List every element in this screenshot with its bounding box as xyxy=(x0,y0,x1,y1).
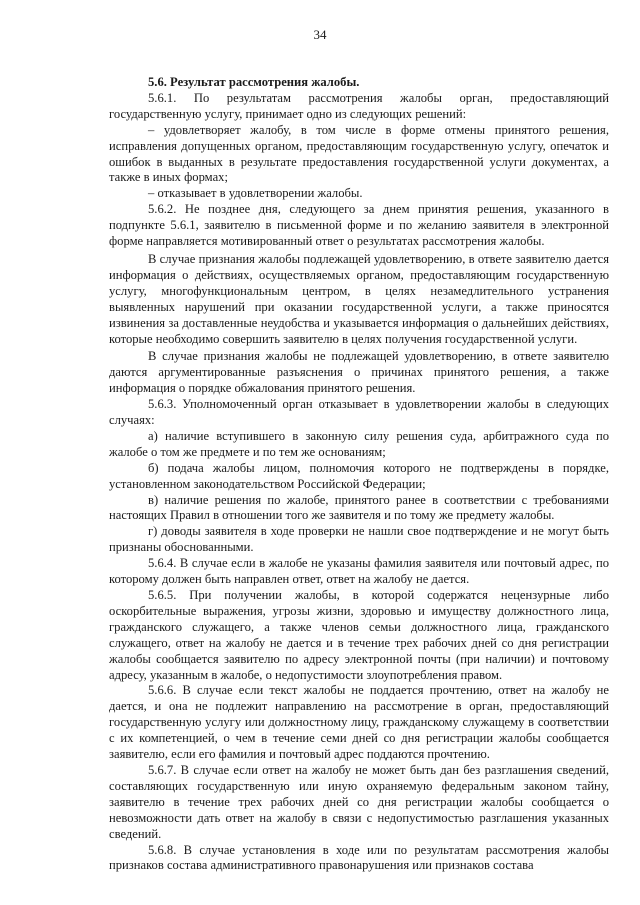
paragraph-5-6-3-a: а) наличие вступившего в законную силу решения суда, арбитражного суда по жалобе о том же предмете и по тем же основаниям; xyxy=(109,428,609,459)
section-heading: 5.6. Результат рассмотрения жалобы. xyxy=(148,75,360,89)
paragraph-5-6-7: 5.6.7. В случае если ответ на жалобу не может быть дан без разглашения сведений, составляющих государственную или иную охраняемую федеральным законом тайну, заявителю в течение трех рабочих дней со дня регистрации жалобы сообщается о невозможности дать ответ на жалобу в связи с недопустимостью разглашения указанных сведений. xyxy=(109,762,609,841)
paragraph-5-6-3-b: б) подача жалобы лицом, полномочия которого не подтверждены в порядке, установленном законодательством Российской Федерации; xyxy=(109,460,609,491)
paragraph-5-6-3-g: г) доводы заявителя в ходе проверки не нашли свое подтверждение и не могут быть признаны обоснованными. xyxy=(109,524,609,555)
paragraph-unsatisfied-case: В случае признания жалобы не подлежащей удовлетворению, в ответе заявителю даются аргументированные разъяснения о причинах принятого решения, а также информация о порядке обжалования принятого решения. xyxy=(109,349,609,396)
document-body xyxy=(109,75,609,874)
paragraph-5-6-4: 5.6.4. В случае если в жалобе не указаны фамилия заявителя или почтовый адрес, по которому должен быть направлен ответ, ответ на жалобу не дается. xyxy=(109,556,609,587)
paragraph-5-6-3: 5.6.3. Уполномоченный орган отказывает в удовлетворении жалобы в следующих случаях: xyxy=(109,397,609,428)
paragraph-satisfied-case: В случае признания жалобы подлежащей удовлетворению, в ответе заявителю дается информация о действиях, осуществляемых органом, предоставляющим государственную услугу, многофункциональным центром, в целях незамедлительного устранения выявленных нарушений при оказании государственной услуги, а также приносятся извинения за доставленные неудобства и указывается информация о дальнейших действиях, которые необходимо совершить заявителю в целях получения государственной услуги. xyxy=(109,251,609,346)
paragraph-5-6-1: 5.6.1. По результатам рассмотрения жалобы орган, предоставляющий государственную услугу, принимает одно из следующих решений: xyxy=(109,90,609,121)
paragraph-5-6-5: 5.6.5. При получении жалобы, в которой содержатся нецензурные либо оскорбительные выражения, угрозы жизни, здоровью и имуществу должностного лица, гражданского служащего, а также членов семьи должностного лица, гражданского служащего, ответ на жалобу не дается и в течение трех рабочих дней со дня регистрации жалобы сообщается заявителю по адресу электронной почты (при наличии) и почтовому адресу, указанным в жалобе, о недопустимости злоупотребления правом. xyxy=(109,588,609,682)
paragraph-option-refuse: – отказывает в удовлетворении жалобы. xyxy=(148,186,363,201)
paragraph-5-6-6: 5.6.6. В случае если текст жалобы не поддается прочтению, ответ на жалобу не дается, и она не подлежит направлению на рассмотрение в орган, предоставляющий государственную услугу или должностному лицу, гражданскому служащему в соответствии с их компетенцией, о чем в течение семи дней со дня регистрации жалобы сообщается заявителю, если его фамилия и почтовый адрес поддаются прочтению. xyxy=(109,683,609,762)
paragraph-5-6-2: 5.6.2. Не позднее дня, следующего за днем принятия решения, указанного в подпункте 5.6.1, заявителю в письменной форме и по желанию заявителя в электронной форме направляется мотивированный ответ о результатах рассмотрения жалобы. xyxy=(109,202,609,249)
paragraph-5-6-8: 5.6.8. В случае установления в ходе или по результатам рассмотрения жалобы признаков состава административного правонарушения или признаков состава xyxy=(109,842,609,873)
paragraph-option-satisfy: – удовлетворяет жалобу, в том числе в форме отмены принятого решения, исправления допущенных органом, предоставляющим государственную услугу, опечаток и ошибок в выданных в результате предоставления государственной услуги документах, а также в иных формах; xyxy=(109,122,609,185)
paragraph-5-6-3-v: в) наличие решения по жалобе, принятого ранее в соответствии с требованиями настоящих Правил в отношении того же заявителя и по тому же предмету жалобы. xyxy=(109,492,609,523)
page-number: 34 xyxy=(313,27,327,42)
